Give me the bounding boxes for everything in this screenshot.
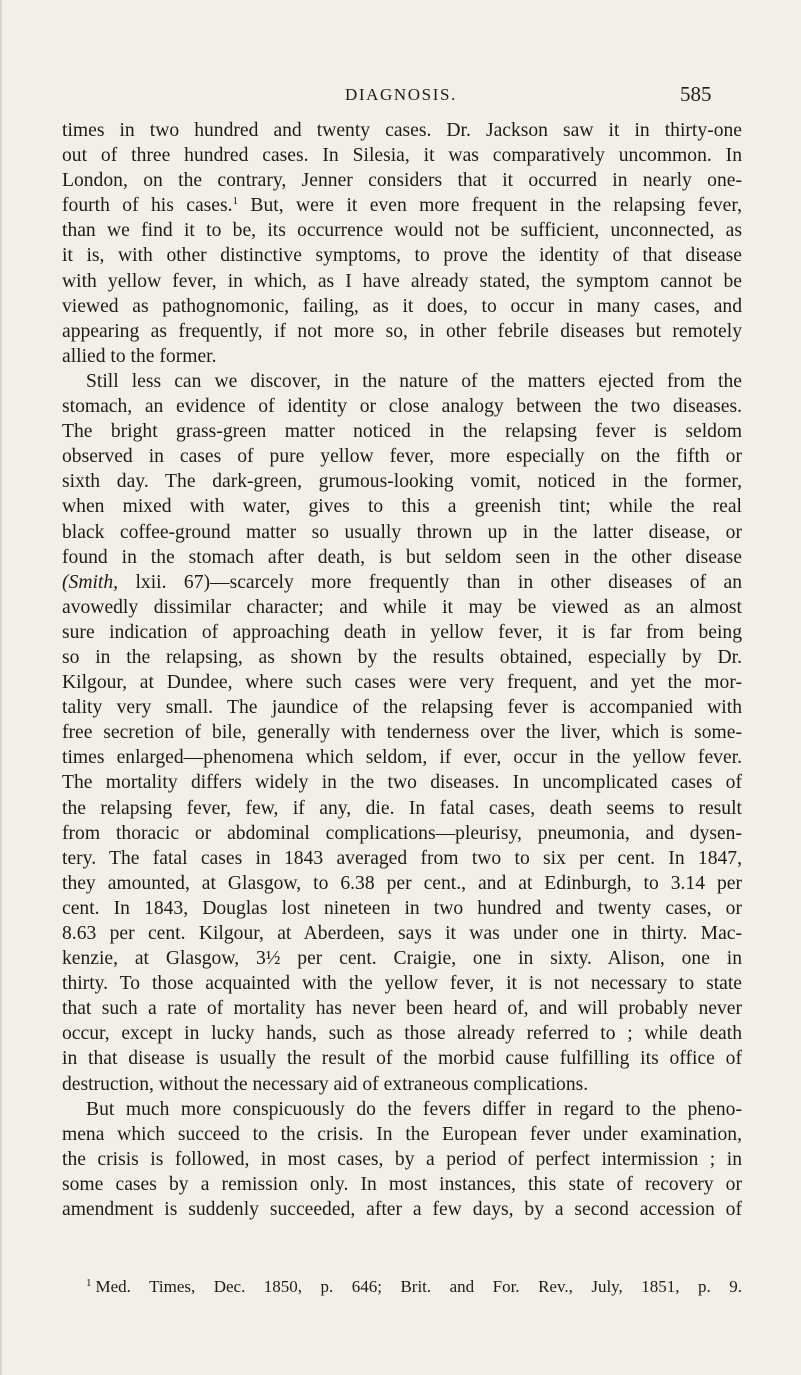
running-head	[0, 82, 801, 110]
text-line: than we find it to be, its occurrence would not be sufficient, unconnected, as	[62, 220, 742, 242]
citation-italic: (Smith,	[62, 571, 119, 593]
text-line: black coffee-ground matter so usually thrown up in the latter disease, or	[62, 521, 742, 543]
page-edge-shadow	[0, 0, 3, 1375]
text-fragment: fourth of his cases.	[62, 195, 233, 217]
text-line: that such a rate of mortality has never been heard of, and will probably never	[62, 998, 742, 1020]
text-line: tery. The fatal cases in 1843 averaged from two to six per cent. In 1847,	[62, 847, 742, 869]
text-line: sure indication of approaching death in yellow fever, it is far from being	[62, 621, 742, 643]
text-line: in that disease is usually the result of the morbid cause fulfilling its office of	[62, 1048, 742, 1070]
text-line: from thoracic or abdominal complications—pleurisy, pneumonia, and dysen-	[62, 822, 742, 844]
text-line: viewed as pathognomonic, failing, as it does, to occur in many cases, and	[62, 295, 742, 317]
footnote-reference[interactable]: 1	[232, 195, 238, 208]
text-line: destruction, without the necessary aid of extraneous complications.	[62, 1073, 589, 1095]
text-line: so in the relapsing, as shown by the results obtained, especially by Dr.	[62, 646, 742, 668]
text-line: Kilgour, at Dundee, where such cases were very frequent, and yet the mor-	[62, 672, 742, 694]
text-line: amendment is suddenly succeeded, after a few days, by a second accession of	[62, 1199, 742, 1221]
footnote-mark: 1	[86, 1277, 92, 1289]
text-line: mena which succeed to the crisis. In the European fever under examination,	[62, 1123, 742, 1145]
text-fragment: lxii. 67)—scarcely more frequently than in other diseases of an	[135, 571, 742, 593]
page-number: 585	[680, 82, 712, 106]
text-line: some cases by a remission only. In most instances, this state of recovery or	[62, 1173, 742, 1195]
text-line: with yellow fever, in which, as I have already stated, the symptom cannot be	[62, 270, 742, 292]
text-line: But much more conspicuously do the fevers differ in regard to the pheno-	[86, 1098, 742, 1120]
text-line	[62, 570, 742, 595]
text-line	[62, 193, 742, 218]
text-line: tality very small. The jaundice of the relapsing fever is accompanied with	[62, 697, 742, 719]
text-line: free secretion of bile, generally with tenderness over the liver, which is some-	[62, 722, 742, 744]
text-line: cent. In 1843, Douglas lost nineteen in two hundred and twenty cases, or	[62, 897, 742, 919]
text-line: kenzie, at Glasgow, 3½ per cent. Craigie, one in sixty. Alison, one in	[62, 948, 742, 970]
text-line: it is, with other distinctive symptoms, to prove the identity of that disease	[62, 245, 742, 267]
text-line: 8.63 per cent. Kilgour, at Aberdeen, says it was under one in thirty. Mac-	[62, 923, 742, 944]
text-line: avowedly dissimilar character; and while it may be viewed as an almost	[62, 596, 742, 618]
text-line: observed in cases of pure yellow fever, more especially on the fifth or	[62, 446, 742, 468]
footnote	[62, 1272, 742, 1298]
running-title: DIAGNOSIS.	[345, 85, 457, 104]
text-line: occur, except in lucky hands, such as those already referred to ; while death	[62, 1023, 742, 1045]
text-line: out of three hundred cases. In Silesia, it was comparatively uncommon. In	[62, 145, 742, 167]
text-line: found in the stomach after death, is but seldom seen in the other disease	[62, 546, 742, 568]
text-line: times in two hundred and twenty cases. Dr. Jackson saw it in thirty-one	[62, 120, 742, 141]
body-text	[62, 118, 742, 1222]
text-line: stomach, an evidence of identity or close analogy between the two diseases.	[62, 396, 742, 418]
text-line: sixth day. The dark-green, grumous-looking vomit, noticed in the former,	[62, 471, 742, 493]
text-line: The bright grass-green matter noticed in the relapsing fever is seldom	[62, 421, 742, 443]
text-line: times enlarged—phenomena which seldom, if ever, occur in the yellow fever.	[62, 747, 742, 769]
text-line: The mortality differs widely in the two diseases. In uncomplicated cases of	[62, 772, 742, 794]
text-line: Still less can we discover, in the nature of the matters ejected from the	[86, 370, 742, 392]
text-line: allied to the former.	[62, 345, 217, 367]
text-fragment: But, were it even more frequent in the relapsing fever,	[250, 195, 742, 217]
text-line: the relapsing fever, few, if any, die. In fatal cases, death seems to result	[62, 797, 742, 819]
footnote-text: Med. Times, Dec. 1850, p. 646; Brit. and For. Rev., July, 1851, p. 9.	[95, 1277, 742, 1296]
text-line: appearing as frequently, if not more so, in other febrile diseases but remotely	[62, 320, 742, 342]
text-line: the crisis is followed, in most cases, by a period of perfect intermission ; in	[62, 1148, 742, 1170]
text-line: when mixed with water, gives to this a greenish tint; while the real	[62, 496, 742, 518]
text-line: thirty. To those acquainted with the yellow fever, it is not necessary to state	[62, 973, 742, 995]
text-line: they amounted, at Glasgow, to 6.38 per cent., and at Edinburgh, to 3.14 per	[62, 872, 742, 894]
text-line: London, on the contrary, Jenner considers that it occurred in nearly one-	[62, 170, 742, 192]
